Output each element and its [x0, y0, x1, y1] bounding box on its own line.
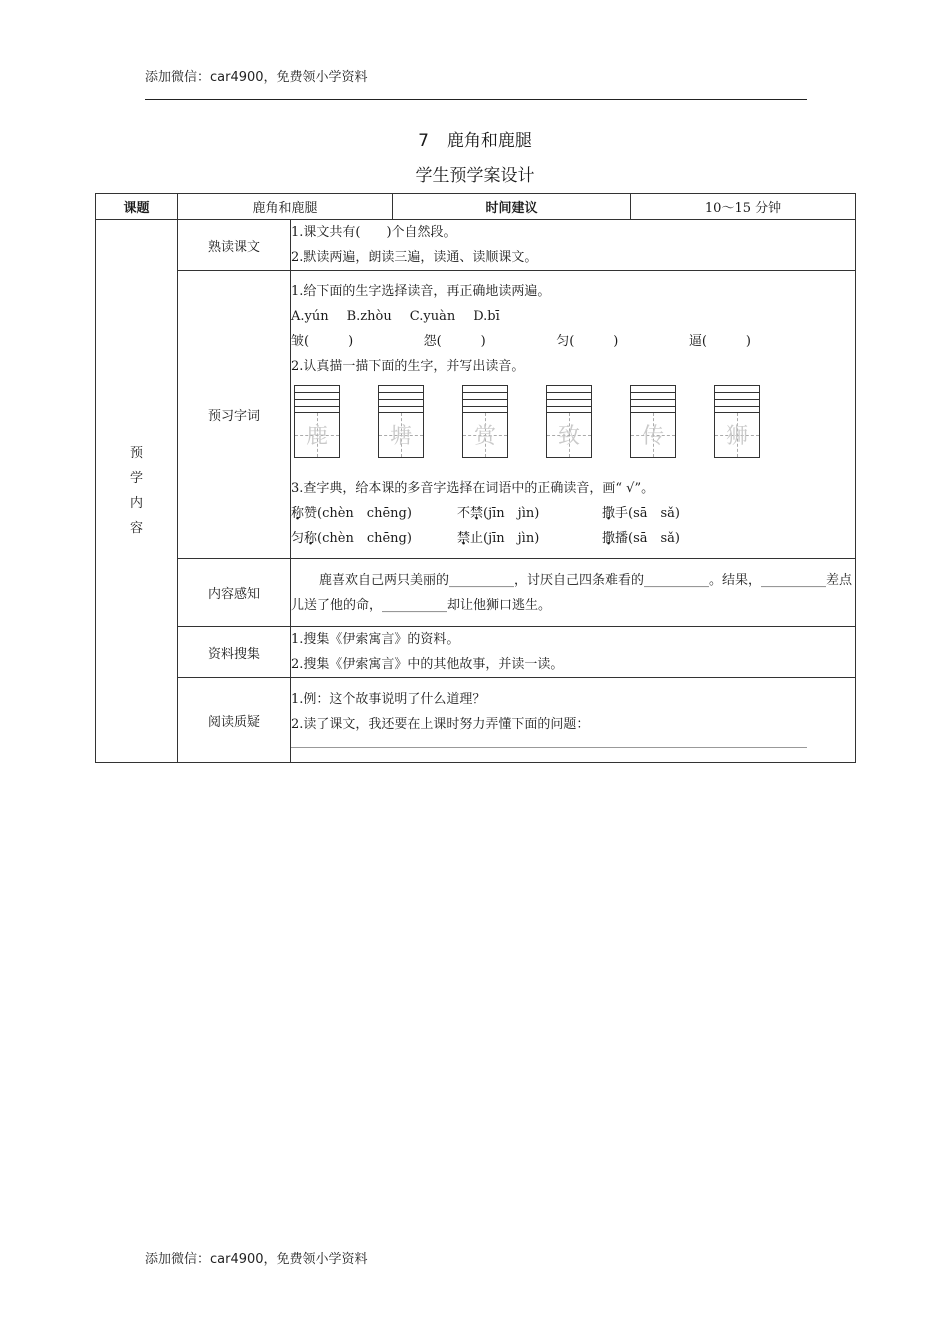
reading-line-2: 2.默读两遍，朗读三遍，读通、读顺课文。 — [291, 250, 538, 265]
option-c: C.yuàn — [409, 308, 456, 324]
research-line-2: 2.搜集《伊索寓言》中的其他故事，并读一读。 — [291, 657, 564, 672]
word-part: 不 — [457, 505, 471, 521]
trace-box[interactable] — [378, 385, 424, 458]
side-label-char: 预 — [129, 446, 143, 461]
research-line-1: 1.搜集《伊索寓言》的资料。 — [291, 632, 460, 647]
vocab-q2: 2.认真描一描下面的生字，并写出读音。 — [291, 358, 525, 374]
reading-label: 熟读课文 — [178, 220, 291, 271]
research-row — [96, 627, 856, 678]
choice-blank[interactable]: 匀( ) — [556, 333, 619, 349]
info-row — [96, 194, 856, 220]
header-note: 添加微信：car4900，免费领小学资料 — [145, 70, 368, 85]
dotted-char: 撒 — [602, 505, 616, 521]
trace-box[interactable] — [546, 385, 592, 458]
polyphone-row-2 — [291, 526, 855, 551]
option-d: D.bī — [473, 308, 500, 324]
side-label-char: 容 — [129, 521, 143, 536]
char-square[interactable] — [378, 412, 424, 458]
trace-box[interactable] — [462, 385, 508, 458]
dotted-char: 撒 — [602, 530, 616, 546]
polyphone-word[interactable] — [602, 501, 680, 526]
dotted-char: 称 — [304, 530, 318, 546]
vocab-q3: 3.查字典，给本课的多音字选择在词语中的正确读音，画“ √”。 — [291, 480, 655, 496]
side-label-char: 学 — [129, 471, 143, 486]
pinyin-writing-lines[interactable] — [714, 385, 760, 412]
trace-box[interactable] — [714, 385, 760, 458]
perception-label: 内容感知 — [178, 559, 291, 627]
design-title: 学生预学案设计 — [415, 166, 535, 186]
pinyin-writing-lines[interactable] — [294, 385, 340, 412]
word-pinyin: (jīn jìn) — [483, 505, 540, 521]
char-square[interactable] — [714, 412, 760, 458]
preview-content-label — [96, 220, 178, 763]
polyphone-row-1 — [291, 501, 855, 526]
choice-blank[interactable]: 怨( ) — [423, 333, 486, 349]
preview-plan-table — [95, 193, 856, 763]
polyphone-word[interactable] — [457, 501, 602, 526]
questions-content — [291, 678, 856, 763]
reading-row — [96, 220, 856, 271]
word-pinyin: 止(jīn jìn) — [470, 530, 540, 546]
char-square[interactable] — [294, 412, 340, 458]
trace-box[interactable] — [630, 385, 676, 458]
lesson-title — [0, 126, 950, 151]
pinyin-writing-lines[interactable] — [546, 385, 592, 412]
questions-label: 阅读质疑 — [178, 678, 291, 763]
topic-label: 课题 — [96, 194, 178, 220]
tracing-grid — [291, 379, 855, 464]
option-a: A.yún — [291, 308, 329, 324]
word-part: 匀 — [291, 530, 305, 546]
trace-char: 赏 — [473, 424, 496, 449]
questions-line-1: 1.例：这个故事说明了什么道理？ — [291, 691, 486, 707]
option-b: B.zhòu — [346, 308, 392, 324]
dotted-char: 禁 — [457, 530, 471, 546]
char-square[interactable] — [546, 412, 592, 458]
time-value: 10～15 分钟 — [631, 194, 856, 220]
word-pinyin: 手(sā sǎ) — [615, 505, 681, 521]
char-choices — [291, 329, 751, 354]
trace-char: 狮 — [725, 424, 748, 449]
choice-blank[interactable]: 皱( ) — [291, 333, 354, 349]
questions-line-2: 2.读了课文，我还要在上课时努力弄懂下面的问题： — [291, 716, 590, 732]
answer-line[interactable] — [291, 747, 807, 754]
trace-char: 鹿 — [305, 424, 328, 449]
word-pinyin: (chèn chēng) — [317, 530, 412, 546]
char-square[interactable] — [462, 412, 508, 458]
footer-note: 添加微信：car4900，免费领小学资料 — [145, 1252, 368, 1267]
char-square[interactable] — [630, 412, 676, 458]
vocab-label: 预习字词 — [178, 271, 291, 559]
trace-char: 传 — [641, 424, 664, 449]
research-label: 资料搜集 — [178, 627, 291, 678]
reading-line-1: 1.课文共有( )个自然段。 — [291, 225, 457, 240]
choice-blank[interactable]: 逼( ) — [688, 333, 751, 349]
research-content — [291, 627, 856, 678]
trace-box[interactable] — [294, 385, 340, 458]
time-label: 时间建议 — [393, 194, 631, 220]
header-rule — [145, 99, 807, 100]
polyphone-word[interactable] — [602, 526, 680, 551]
lesson-name: 鹿角和鹿腿 — [446, 131, 532, 151]
vocab-q1: 1.给下面的生字选择读音，再正确地读两遍。 — [291, 283, 551, 299]
vocab-row — [96, 271, 856, 559]
questions-row — [96, 678, 856, 763]
polyphone-word[interactable] — [291, 526, 457, 551]
pinyin-writing-lines[interactable] — [378, 385, 424, 412]
trace-char: 塘 — [389, 424, 412, 449]
word-pinyin: 播(sā sǎ) — [615, 530, 681, 546]
perception-row — [96, 559, 856, 627]
side-label-char: 内 — [129, 496, 143, 511]
lesson-number: 7 — [418, 131, 429, 151]
dotted-char: 禁 — [470, 505, 484, 521]
pinyin-writing-lines[interactable] — [630, 385, 676, 412]
perception-text[interactable]: 鹿喜欢自己两只美丽的__________，讨厌自己四条难看的__________。结果，__________差点儿送了他的命，__________却让他狮口逃生。 — [291, 572, 853, 613]
word-pinyin: 赞(chèn chēng) — [304, 505, 412, 521]
pinyin-writing-lines[interactable] — [462, 385, 508, 412]
dotted-char: 称 — [291, 505, 305, 521]
reading-content — [291, 220, 856, 271]
topic-value: 鹿角和鹿腿 — [178, 194, 393, 220]
vocab-content — [291, 271, 856, 559]
pinyin-options — [291, 304, 855, 329]
perception-content — [291, 559, 856, 627]
polyphone-word[interactable] — [291, 501, 457, 526]
trace-char: 致 — [557, 424, 580, 449]
